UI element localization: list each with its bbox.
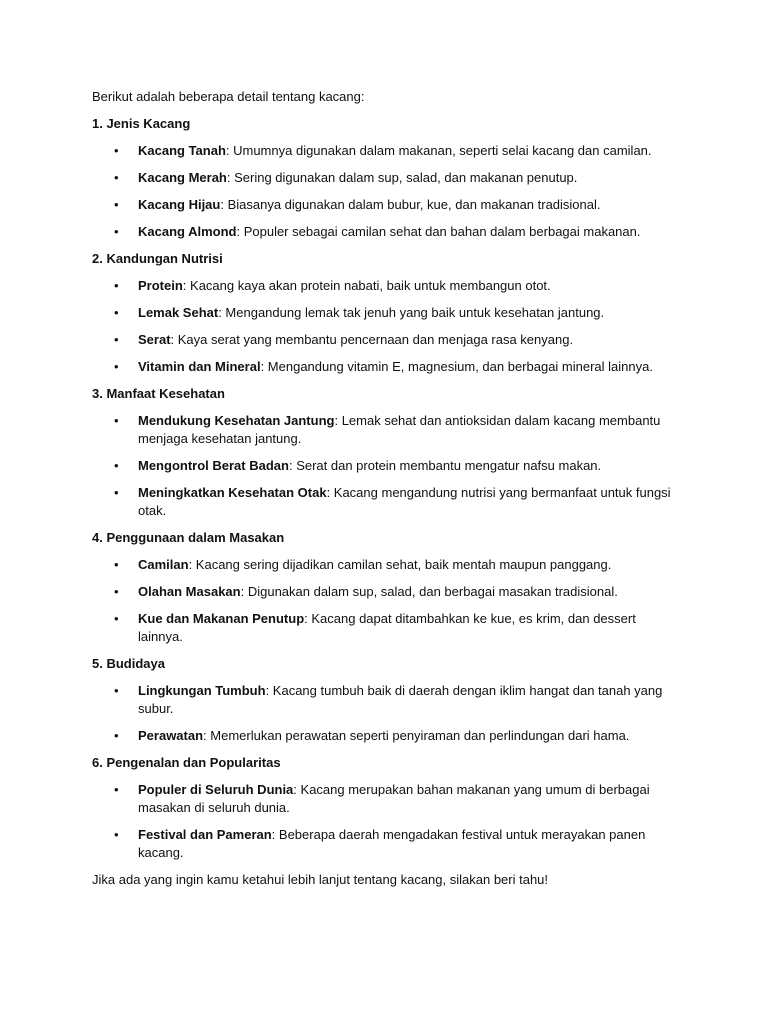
item-description: : Kacang dapat ditambahkan ke kue, es krim, dan dessert lainnya. (138, 611, 636, 644)
list-item (92, 304, 676, 322)
item-term: Kue dan Makanan Penutup (138, 611, 305, 626)
item-description: : Kacang mengandung nutrisi yang bermanfaat untuk fungsi otak. (138, 485, 671, 518)
item-description: : Mengandung vitamin E, magnesium, dan berbagai mineral lainnya. (260, 359, 653, 374)
bullet-list (92, 556, 676, 646)
item-term: Populer di Seluruh Dunia (138, 782, 294, 797)
item-description: : Populer sebagai camilan sehat dan bahan dalam berbagai makanan. (236, 224, 641, 239)
bullet-icon: • (114, 332, 119, 347)
bullet-icon: • (114, 413, 119, 428)
list-item (92, 727, 676, 745)
item-description: : Sering digunakan dalam sup, salad, dan makanan penutup. (226, 170, 578, 185)
intro-text: Berikut adalah beberapa detail tentang kacang: (92, 89, 365, 104)
item-description: : Kacang kaya akan protein nabati, baik untuk membangun otot. (182, 278, 551, 293)
item-description: : Serat dan protein membantu mengatur nafsu makan. (288, 458, 602, 473)
list-item (92, 142, 676, 160)
item-description: : Biasanya digunakan dalam bubur, kue, dan makanan tradisional. (220, 197, 601, 212)
item-description: : Memerlukan perawatan seperti penyiraman dan perlindungan dari hama. (203, 728, 630, 743)
bullet-list (92, 412, 676, 520)
list-item (92, 331, 676, 349)
bullet-icon: • (114, 611, 119, 626)
bullet-icon: • (114, 827, 119, 842)
bullet-icon: • (114, 782, 119, 797)
item-description: : Mengandung lemak tak jenuh yang baik untuk kesehatan jantung. (218, 305, 605, 320)
item-description: : Beberapa daerah mengadakan festival untuk merayakan panen kacang. (138, 827, 646, 860)
bullet-icon: • (114, 359, 119, 374)
item-term: Camilan (138, 557, 189, 572)
item-term: Lemak Sehat (138, 305, 219, 320)
item-description: : Lemak sehat dan antioksidan dalam kacang membantu menjaga kesehatan jantung. (138, 413, 661, 446)
item-term: Festival dan Pameran (138, 827, 272, 842)
section-heading: 6. Pengenalan dan Popularitas (92, 755, 281, 770)
section-heading: 3. Manfaat Kesehatan (92, 386, 225, 401)
bullet-icon: • (114, 458, 119, 473)
section-heading: 4. Penggunaan dalam Masakan (92, 530, 285, 545)
item-description: : Kaya serat yang membantu pencernaan dan menjaga rasa kenyang. (170, 332, 574, 347)
bullet-list (92, 781, 676, 862)
item-term: Kacang Hijau (138, 197, 221, 212)
item-term: Serat (138, 332, 171, 347)
list-item (92, 583, 676, 601)
list-item (92, 484, 676, 520)
sections-container (92, 115, 676, 862)
bullet-list (92, 277, 676, 376)
list-item (92, 682, 676, 718)
item-term: Kacang Almond (138, 224, 237, 239)
section-heading: 5. Budidaya (92, 656, 165, 671)
item-term: Vitamin dan Mineral (138, 359, 261, 374)
bullet-list (92, 682, 676, 745)
item-term: Lingkungan Tumbuh (138, 683, 266, 698)
item-term: Mengontrol Berat Badan (138, 458, 289, 473)
closing-text: Jika ada yang ingin kamu ketahui lebih lanjut tentang kacang, silakan beri tahu! (92, 872, 549, 887)
bullet-icon: • (114, 305, 119, 320)
list-item (92, 196, 676, 214)
list-item (92, 169, 676, 187)
item-term: Kacang Tanah (138, 143, 226, 158)
bullet-icon: • (114, 197, 119, 212)
item-description: : Kacang merupakan bahan makanan yang umum di berbagai masakan di seluruh dunia. (138, 782, 650, 815)
bullet-icon: • (114, 557, 119, 572)
item-term: Kacang Merah (138, 170, 227, 185)
item-term: Protein (138, 278, 183, 293)
bullet-icon: • (114, 143, 119, 158)
bullet-list (92, 142, 676, 241)
bullet-icon: • (114, 683, 119, 698)
item-term: Mendukung Kesehatan Jantung (138, 413, 335, 428)
item-term: Meningkatkan Kesehatan Otak (138, 485, 327, 500)
item-description: : Kacang sering dijadikan camilan sehat, baik mentah maupun panggang. (188, 557, 612, 572)
bullet-icon: • (114, 728, 119, 743)
section-heading: 2. Kandungan Nutrisi (92, 251, 223, 266)
item-description: : Digunakan dalam sup, salad, dan berbagai masakan tradisional. (240, 584, 618, 599)
bullet-icon: • (114, 278, 119, 293)
item-description: : Umumnya digunakan dalam makanan, seperti selai kacang dan camilan. (225, 143, 652, 158)
list-item (92, 457, 676, 475)
list-item (92, 610, 676, 646)
list-item (92, 223, 676, 241)
bullet-icon: • (114, 485, 119, 500)
list-item (92, 556, 676, 574)
bullet-icon: • (114, 170, 119, 185)
list-item (92, 412, 676, 448)
bullet-icon: • (114, 584, 119, 599)
item-description: : Kacang tumbuh baik di daerah dengan iklim hangat dan tanah yang subur. (138, 683, 663, 716)
list-item (92, 358, 676, 376)
section-heading: 1. Jenis Kacang (92, 116, 191, 131)
list-item (92, 277, 676, 295)
list-item (92, 826, 676, 862)
list-item (92, 781, 676, 817)
bullet-icon: • (114, 224, 119, 239)
item-term: Perawatan (138, 728, 204, 743)
item-term: Olahan Masakan (138, 584, 241, 599)
